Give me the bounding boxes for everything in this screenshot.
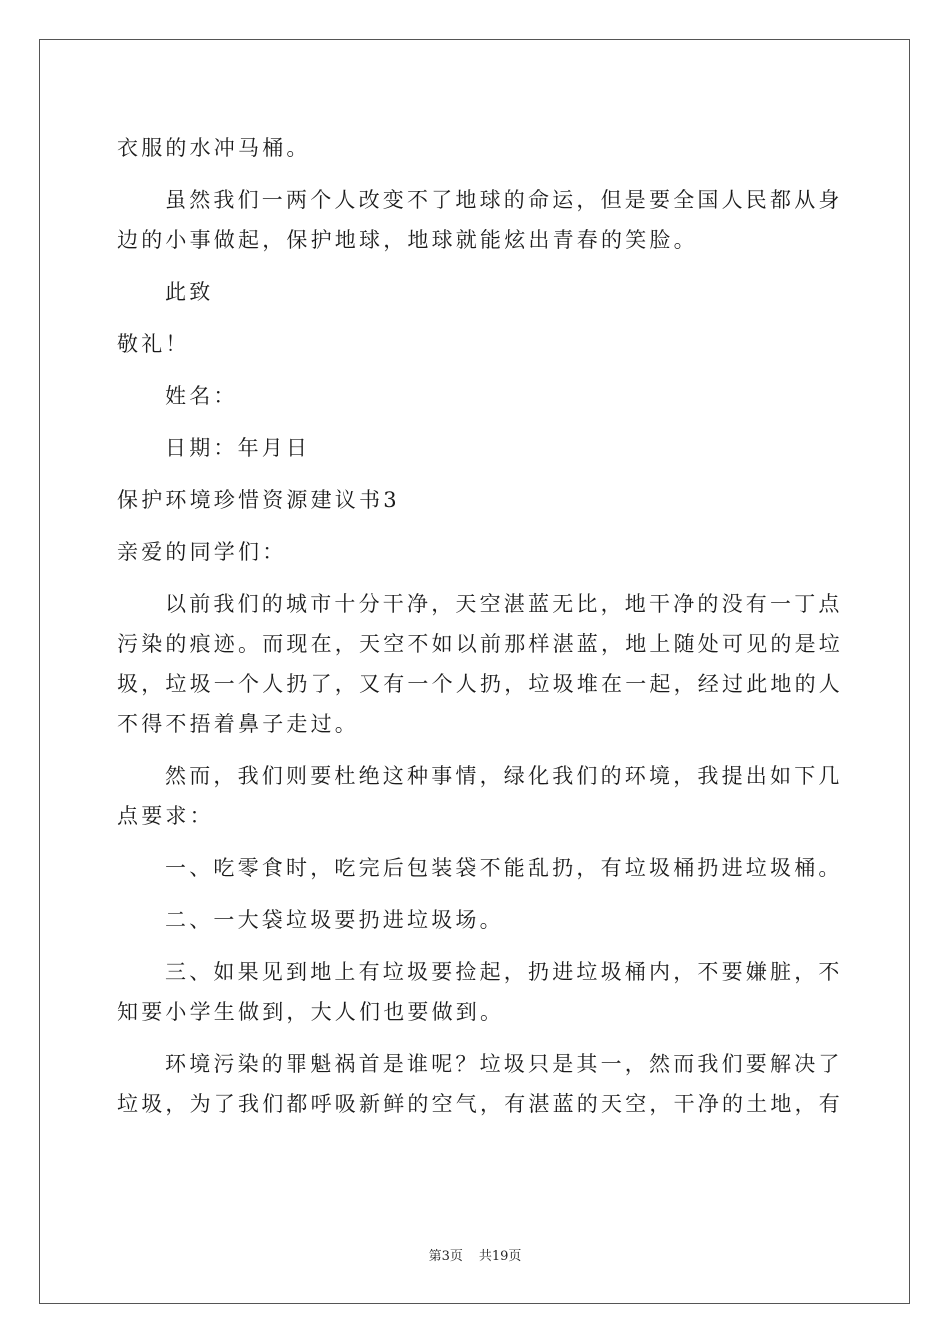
document-body	[117, 128, 843, 1124]
text-line: 环境污染的罪魁祸首是谁呢？垃圾只是其一，然而我们要解决了	[165, 1052, 843, 1076]
page-footer	[0, 1245, 950, 1264]
text-line: 污染的痕迹。而现在，天空不如以前那样湛蓝，地上随处可见的是垃	[117, 632, 843, 656]
text-line: 二、一大袋垃圾要扔进垃圾场。	[165, 908, 504, 932]
text-line: 不得不捂着鼻子走过。	[117, 712, 359, 736]
text-line: 圾，垃圾一个人扔了，又有一个人扔，垃圾堆在一起，经过此地的人	[117, 672, 843, 696]
text-line: 亲爱的同学们：	[117, 540, 287, 564]
page-number: 第3页	[428, 1249, 463, 1264]
text-line: 一、吃零食时，吃完后包装袋不能乱扔，有垃圾桶扔进垃圾桶。	[165, 856, 843, 880]
text-line: 然而，我们则要杜绝这种事情，绿化我们的环境，我提出如下几	[165, 764, 843, 788]
text-line: 日期：年月日	[165, 436, 311, 460]
text-line: 点要求：	[117, 804, 214, 828]
text-line: 姓名：	[165, 384, 238, 408]
text-line: 衣服的水冲马桶。	[117, 136, 311, 160]
text-line: 虽然我们一两个人改变不了地球的命运，但是要全国人民都从身	[165, 188, 843, 212]
text-line: 此致	[165, 280, 214, 304]
text-line: 以前我们的城市十分干净，天空湛蓝无比，地干净的没有一丁点	[165, 592, 843, 616]
text-line: 垃圾，为了我们都呼吸新鲜的空气，有湛蓝的天空，干净的土地，有	[117, 1092, 843, 1116]
section-title: 保护环境珍惜资源建议书3	[117, 488, 400, 512]
text-line: 知要小学生做到，大人们也要做到。	[117, 1000, 505, 1024]
page-total: 共19页	[478, 1249, 522, 1264]
text-line: 敬礼！	[117, 332, 190, 356]
text-line: 三、如果见到地上有垃圾要捡起，扔进垃圾桶内，不要嫌脏，不	[165, 960, 843, 984]
text-line: 边的小事做起，保护地球，地球就能炫出青春的笑脸。	[117, 228, 698, 252]
